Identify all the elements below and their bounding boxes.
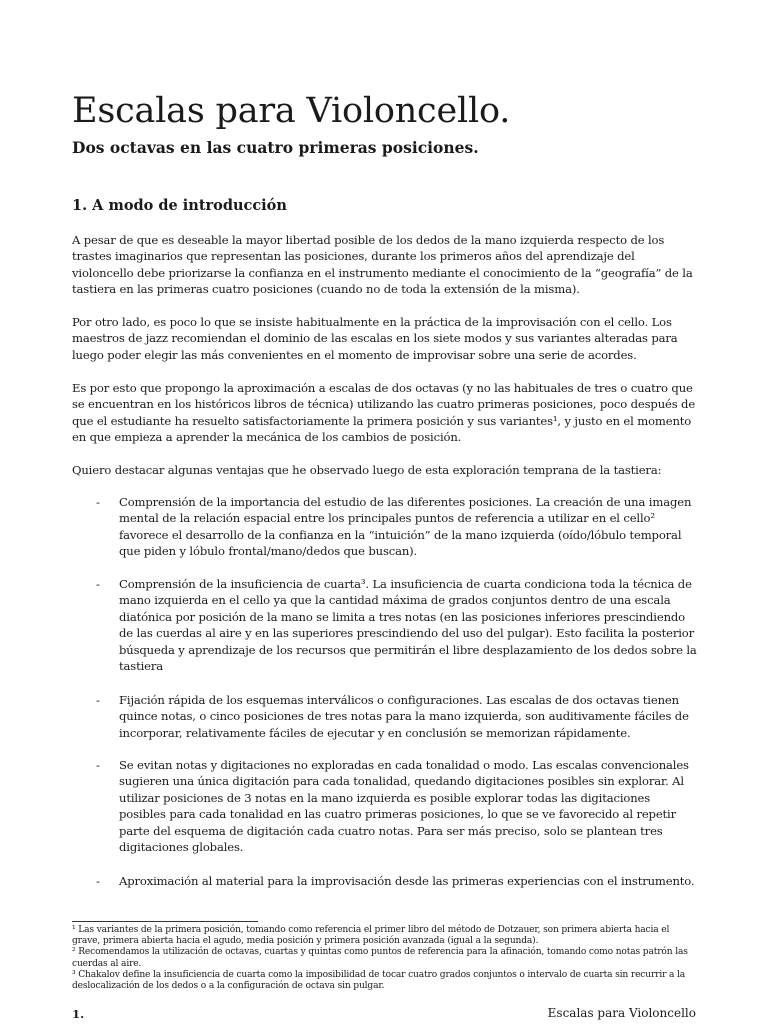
paragraph-advantages-lead: Quiero destacar algunas ventajas que he observado luego de esta exploración temprana de la tastiera: <box>72 463 662 477</box>
document-title: Escalas para Violoncello. <box>72 91 511 131</box>
footnote-3: ³ Chakalov define la insuficiencia de cuarta como la imposibilidad de tocar cuatro grados conjuntos o intervalo de cuarta sin recurrir a la deslocalización de los dedos o a la configuración de octava sin pulgar. <box>72 969 686 992</box>
list-item-text: Comprensión de la importancia del estudio de las diferentes posiciones. La creación de una imagen mental de la relación espacial entre los principales puntos de referencia a utilizar en el cello² favorece el desarrollo de la confianza en la “intuición” de la mano izquierda (oído/lóbulo temporal que piden y lóbulo frontal/mano/dedos que buscan). <box>119 495 692 559</box>
bullet-dash: - <box>96 874 100 888</box>
list-item <box>72 494 698 560</box>
footnote-separator <box>72 921 258 922</box>
page-number: 1. <box>72 1007 85 1021</box>
list-item-text: Aproximación al material para la improvisación desde las primeras experiencias con el instrumento. <box>119 874 695 888</box>
bullet-dash: - <box>96 495 100 509</box>
list-item <box>72 873 698 889</box>
paragraph-improvisation: Por otro lado, es poco lo que se insiste habitualmente en la práctica de la improvisación con el cello. Los maestros de jazz recomiendan el dominio de las escalas en los siete modos y sus variantes alteradas para luego poder elegir las más convenientes en el momento de improvisar sobre una serie de acordes. <box>72 315 678 362</box>
running-title: Escalas para Violoncello <box>547 1006 696 1020</box>
list-item-text: Fijación rápida de los esquemas interválicos o configuraciones. Las escalas de dos octavas tienen quince notas, o cinco posiciones de tres notas para la mano izquierda, son auditivamente fáciles de incorporar, relativamente fáciles de ejecutar y en conclusión se memorizan rápidamente. <box>119 693 689 740</box>
list-item-text: Se evitan notas y digitaciones no exploradas en cada tonalidad o modo. Las escalas convencionales sugieren una única digitación para cada tonalidad, quedando digitaciones posibles sin explorar. Al utilizar posiciones de 3 notas en la mano izquierda es posible explorar todas las digitaciones posibles para cada tonalidad en las cuatro primeras posiciones, lo que se ve favorecido al repetir parte del esquema de digitación cada cuatro notas. Para ser más preciso, solo se plantean tres digitaciones globales. <box>119 758 689 855</box>
paragraph-intro: A pesar de que es deseable la mayor libertad posible de los dedos de la mano izquierda respecto de los trastes imaginarios que representan las posiciones, durante los primeros años del aprendizaje del violoncello debe priorizarse la confianza en el instrumento mediante el conocimiento de la “geografía” de la tastiera en las primeras cuatro posiciones (cuando no de toda la extensión de la misma). <box>72 233 693 297</box>
section-heading: 1. A modo de introducción <box>72 197 287 214</box>
footnote-1: ¹ Las variantes de la primera posición, tomando como referencia el primer libro del método de Dotzauer, son primera abierta hacia el grave, primera abierta hacia el agudo, media posición y primera posición avanzada (igual a la segunda). <box>72 925 670 947</box>
list-item-text: Comprensión de la insuficiencia de cuarta³. La insuficiencia de cuarta condiciona toda la técnica de mano izquierda en el cello ya que la cantidad máxima de grados conjuntos dentro de una escala diatónica por posición de la mano se limita a tres notas (en las posiciones inferiores prescindiendo de las cuerdas al aire y en las superiores prescindiendo del uso del pulgar). Esto facilita la posterior búsqueda y aprendizaje de los recursos que permitirán el libre desplazamiento de los dedos sobre la tastiera <box>119 577 697 674</box>
bullet-dash: - <box>96 693 100 707</box>
footnote-2: ² Recomendamos la utilización de octavas, cuartas y quintas como puntos de referencia para la afinación, tomando como notas patrón las cuerdas al aire. <box>72 947 688 969</box>
bullet-dash: - <box>96 577 100 591</box>
footnotes <box>72 925 698 992</box>
list-item <box>72 757 698 855</box>
list-item <box>72 576 698 674</box>
list-item <box>72 692 698 741</box>
bullet-dash: - <box>96 758 100 772</box>
paragraph-proposal: Es por esto que propongo la aproximación a escalas de dos octavas (y no las habituales de tres o cuatro que se encuentran en los históricos libros de técnica) utilizando las cuatro primeras posiciones, poco después de que el estudiante ha resuelto satisfactoriamente la primera posición y sus variantes¹, y justo en el momento en que empieza a aprender la mecánica de los cambios de posición. <box>72 381 696 445</box>
document-subtitle: Dos octavas en las cuatro primeras posiciones. <box>72 138 479 157</box>
